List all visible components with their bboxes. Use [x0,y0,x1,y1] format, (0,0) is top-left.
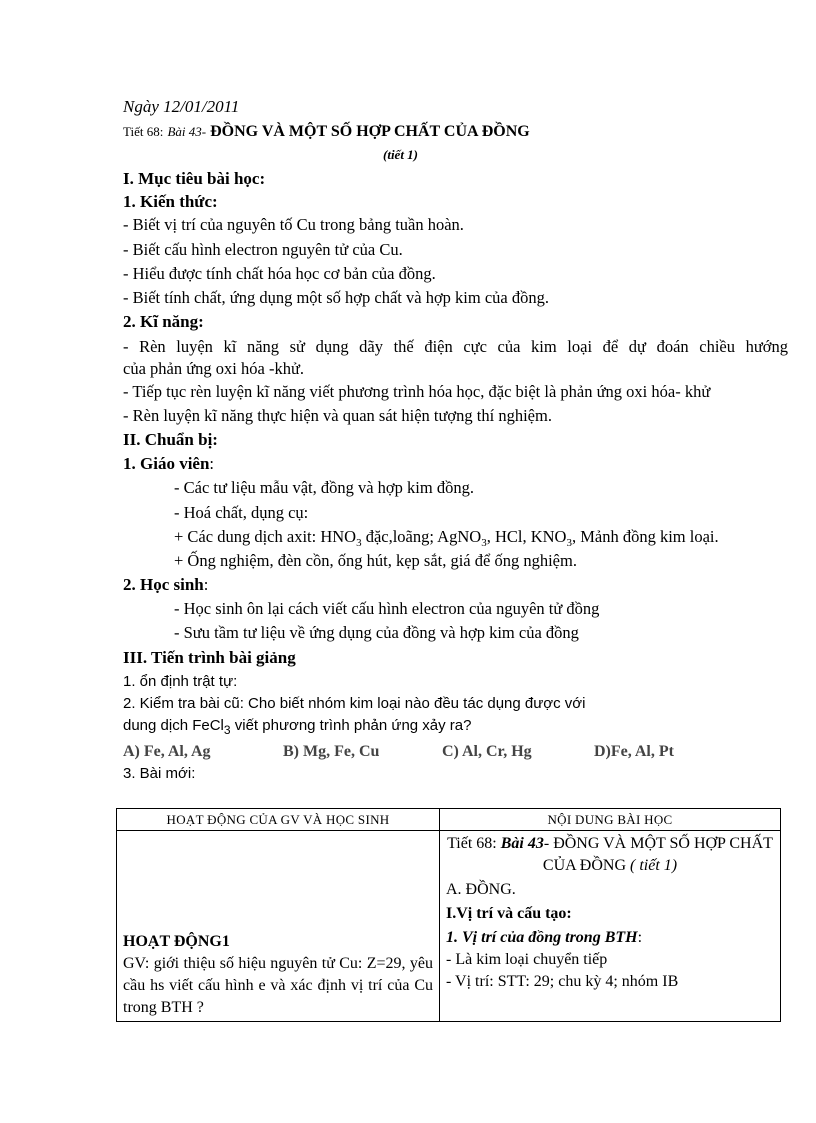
activity-block [123,931,433,1019]
lesson-date: Ngày 12/01/2011 [123,97,240,116]
procedure-step-cont [123,715,472,741]
procedure-heading: III. Tiến trình bài giảng [123,648,296,667]
subsection-line [446,927,774,949]
knowledge-item: - Biết tính chất, ứng dụng một số hợp chất và hợp kim của đồng. [123,288,549,307]
teacher-item: - Hoá chất, dụng cụ: [174,503,309,522]
content-title-text: - ĐỒNG VÀ MỘT SỐ HỢP CHẤT CỦA ĐỒNG [542,835,773,874]
chem-subscript: 3 [356,537,362,549]
skill-item-cont: của phản ứng oxi hóa -khử. [123,359,305,378]
student-item: - Học sinh ôn lại cách viết cấu hình electron của nguyên tử đồng [174,599,600,618]
knowledge-heading: 1. Kiến thức: [123,192,218,211]
step-text: dung dịch FeCl [123,717,224,734]
knowledge-item: - Biết vị trí của nguyên tố Cu trong bảng tuần hoàn. [123,215,464,234]
lesson-title: ĐỒNG VÀ MỘT SỐ HỢP CHẤT CỦA ĐỒNG [206,123,530,140]
choice-a: A) Fe, Al, Ag [123,743,211,760]
equipment-line: + Ống nghiệm, đèn cồn, ống hút, kẹp sắt, giá để ống nghiệm. [174,551,577,570]
teacher-heading-line: 1. Giáo viên: [123,454,215,473]
content-part: ( tiết 1) [626,857,678,874]
content-period: Tiết 68: [447,835,501,852]
table-header-row [117,809,781,831]
preparation-heading: II. Chuẩn bị: [123,430,218,449]
teacher-heading: 1. Giáo viên [123,454,210,473]
teacher-item: - Các tư liệu mẫu vật, đồng và hợp kim đồng. [174,478,474,497]
activity-title: HOẠT ĐỘNG1 [123,933,230,950]
subsection-title: 1. Vị trí của đồng trong BTH [446,929,638,946]
lesson-part: (tiết 1) [383,147,419,162]
lesson-plan-table [116,808,781,1022]
procedure-step: 2. Kiểm tra bài cũ: Cho biết nhóm kim loại nào đều tác dụng được với [123,695,586,712]
lesson-label: Bài 43- [167,124,207,139]
section-a: A. ĐỒNG. [446,881,516,898]
chem-text: , HCl, KNO [486,527,567,546]
period-label: Tiết 68: [123,124,164,139]
content-cell [440,831,781,1022]
activity-text: GV: giới thiệu số hiệu nguyên tử Cu: Z=29, yêu cầu hs viết cấu hình e và xác định vị trí của Cu trong BTH ? [123,955,433,1016]
choice-b: B) Mg, Fe, Cu [283,743,380,760]
content-bullet: - Là kim loại chuyển tiếp [446,951,608,968]
knowledge-item: - Biết cấu hình electron nguyên tử của Cu. [123,240,403,259]
chem-subscript: 3 [566,537,572,549]
step-subscript: 3 [223,723,231,737]
choice-d: D)Fe, Al, Pt [594,743,674,760]
procedure-step: 1. ổn định trật tự: [123,673,238,690]
lesson-title-line [123,120,530,143]
choice-c: C) Al, Cr, Hg [442,743,532,760]
content-bullet: - Vị trí: STT: 29; chu kỳ 4; nhóm IB [446,973,679,990]
skill-item: - Rèn luyện kĩ năng thực hiện và quan sát hiện tượng thí nghiệm. [123,406,552,425]
step-text: viết phương trình phản ứng xảy ra? [230,717,472,734]
student-item: - Sưu tầm tư liệu về ứng dụng của đồng và hợp kim của đồng [174,623,579,642]
section-1: I.Vị trí và cấu tạo: [446,905,572,922]
table-row [117,831,781,1022]
chem-text: đặc,loãng; AgNO [361,527,482,546]
col-header-content: NỘI DUNG BÀI HỌC [440,809,781,831]
content-title [446,831,774,877]
chem-text: + Các dung dịch axit: HNO [174,527,357,546]
knowledge-item: - Hiểu được tính chất hóa học cơ bản của đồng. [123,264,436,283]
procedure-step: 3. Bài mới: [123,765,196,782]
chem-subscript: 3 [481,537,487,549]
chem-text: , Mảnh đồng kim loại. [571,527,719,546]
content-lesson: Bài 43 [500,835,544,852]
skill-item: - Rèn luyện kĩ năng sử dụng dãy thế điện cực của kim loại để dự đoán chiều hướng [123,337,788,356]
objectives-heading: I. Mục tiêu bài học: [123,169,266,188]
skills-heading: 2. Kĩ năng: [123,312,204,331]
student-heading-line: 2. Học sinh: [123,575,209,594]
student-heading: 2. Học sinh [123,575,204,594]
col-header-activities: HOẠT ĐỘNG CỦA GV VÀ HỌC SINH [117,809,440,831]
activity-cell [117,831,440,1022]
subsection-colon: : [637,929,643,946]
skill-item: - Tiếp tục rèn luyện kĩ năng viết phương trình hóa học, đặc biệt là phản ứng oxi hóa- khử [123,382,711,401]
